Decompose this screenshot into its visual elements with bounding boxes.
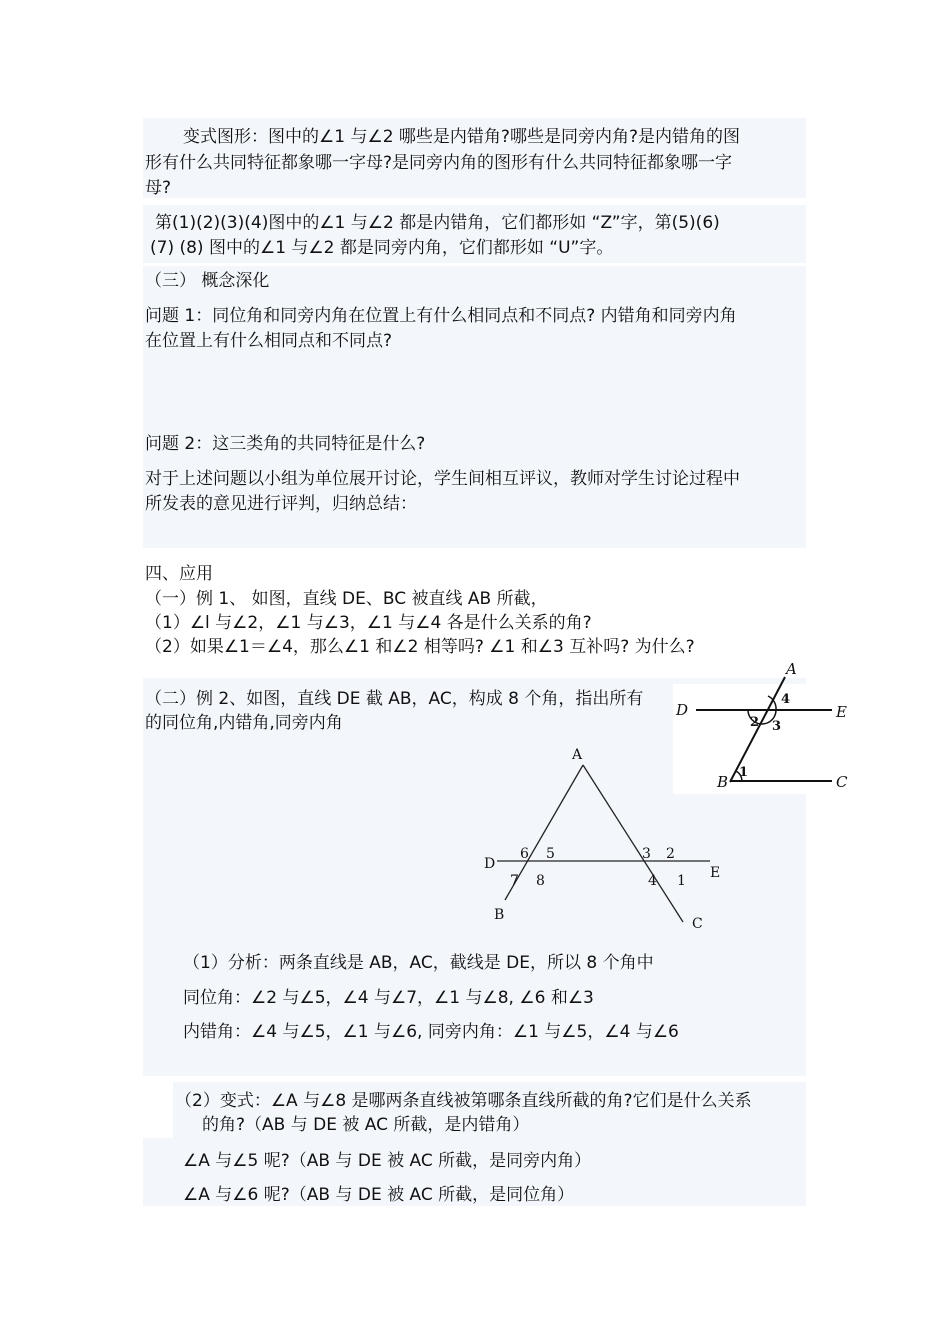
figure2-label-c: C — [692, 916, 703, 932]
example1-intro: （一）例 1、 如图，直线 DE、BC 被直线 AB 所截， — [145, 589, 548, 609]
concept-heading: （三） 概念深化 — [145, 271, 270, 291]
variant-question-line1: 变式图形：图中的∠1 与∠2 哪些是内错角?哪些是同旁内角?是内错角的图 — [183, 127, 740, 147]
figure2-label-b: B — [494, 907, 505, 923]
figure2-angle-3: 3 — [642, 846, 651, 862]
example2-line1: （二）例 2、如图，直线 DE 截 AB，AC，构成 8 个角，指出所有 — [145, 689, 644, 709]
figure1-angle-3: 3 — [772, 719, 782, 734]
figure1-angle-4: 4 — [781, 692, 791, 707]
discussion-line2: 所发表的意见进行评判，归纳总结： — [145, 494, 417, 514]
variant2-line4: ∠A 与∠6 呢?（AB 与 DE 被 AC 所截，是同位角） — [183, 1185, 575, 1205]
analysis-line2: 同位角：∠2 与∠5，∠4 与∠7，∠1 与∠8, ∠6 和∠3 — [183, 988, 594, 1008]
example2-line2: 的同位角,内错角,同旁内角 — [145, 713, 343, 733]
figure1-label-a: A — [786, 660, 797, 678]
figure1-angle-2: 2 — [750, 715, 760, 730]
figure2-label-a: A — [572, 747, 583, 763]
figure2-label-e: E — [710, 865, 721, 881]
figure2-label-d: D — [484, 856, 496, 872]
question1-line2: 在位置上有什么相同点和不同点? — [145, 331, 393, 351]
figure2-angle-5: 5 — [546, 846, 555, 862]
analysis-line1: （1）分析：两条直线是 AB，AC，截线是 DE，所以 8 个角中 — [183, 953, 654, 973]
figure1-label-d: D — [676, 701, 689, 719]
figure1-label-e: E — [836, 703, 847, 721]
analysis-line3: 内错角：∠4 与∠5，∠1 与∠6, 同旁内角：∠1 与∠5，∠4 与∠6 — [183, 1022, 679, 1042]
figure2-angle-8: 8 — [536, 873, 545, 889]
variant-question-line2: 形有什么共同特征都象哪一字母?是同旁内角的图形有什么共同特征都象哪一字 — [145, 153, 733, 173]
figure2-angle-1: 1 — [677, 873, 686, 889]
variant2-line2: 的角?（AB 与 DE 被 AC 所截，是内错角） — [202, 1115, 530, 1135]
application-heading: 四、应用 — [145, 564, 213, 584]
variant-question-line3: 母? — [145, 178, 172, 198]
figure2-angle-7: 7 — [510, 873, 519, 889]
figure1-angle-1: 1 — [739, 765, 749, 780]
figure2-diagram — [470, 740, 730, 940]
discussion-line1: 对于上述问题以小组为单位展开讨论，学生间相互评议，教师对学生讨论过程中 — [145, 469, 740, 489]
figure1-label-b: B — [717, 773, 729, 791]
figure2-angle-6: 6 — [520, 846, 529, 862]
example1-question2: （2）如果∠1＝∠4，那么∠1 和∠2 相等吗? ∠1 和∠3 互补吗? 为什么? — [145, 637, 695, 657]
figure2-angle-4: 4 — [648, 873, 657, 889]
variant2-line1: （2）变式：∠A 与∠8 是哪两条直线被第哪条直线所截的角?它们是什么关系 — [175, 1091, 752, 1111]
variant2-line3: ∠A 与∠5 呢?（AB 与 DE 被 AC 所截，是同旁内角） — [183, 1151, 592, 1171]
question1-line1: 问题 1：同位角和同旁内角在位置上有什么相同点和不同点? 内错角和同旁内角 — [145, 306, 737, 326]
question2: 问题 2：这三类角的共同特征是什么? — [145, 434, 426, 454]
example1-question1: （1）∠l 与∠2，∠1 与∠3，∠1 与∠4 各是什么关系的角? — [145, 613, 592, 633]
figure1-label-c: C — [836, 773, 848, 791]
variant-answer-line1: 第(1)(2)(3)(4)图中的∠1 与∠2 都是内错角，它们都形如 “Z”字，第(5)(6) — [155, 213, 720, 233]
figure2-angle-2: 2 — [666, 846, 675, 862]
variant-answer-line2: (7) (8) 图中的∠1 与∠2 都是同旁内角，它们都形如 “U”字。 — [150, 238, 614, 258]
